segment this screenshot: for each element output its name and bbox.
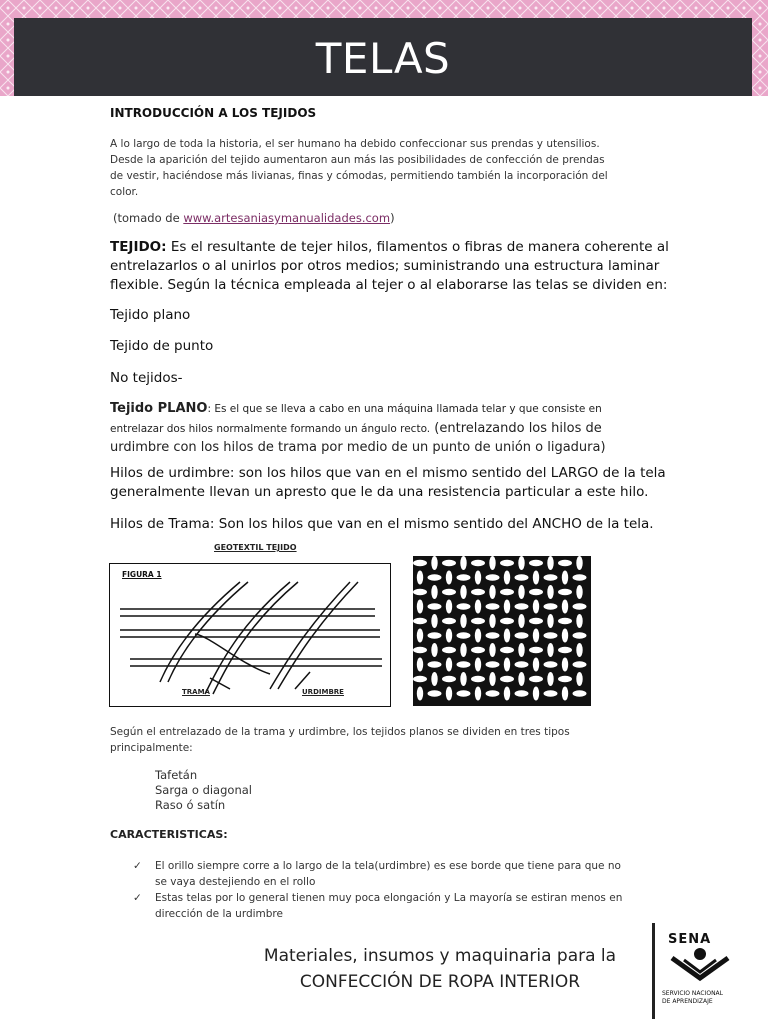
weave-thread: [413, 560, 427, 566]
weave-thread: [486, 632, 500, 638]
weave-thread: [562, 571, 568, 585]
weave-thread: [533, 571, 539, 585]
weave-thread: [518, 556, 524, 570]
weave-thread: [460, 585, 466, 599]
weave-thread: [446, 687, 452, 701]
weave-thread: [442, 647, 456, 653]
tejido-line: Es el resultante de tejer hilos, filamentos o fibras de manera coherente al: [166, 239, 669, 255]
weave-thread: [431, 585, 437, 599]
weave-thread: [529, 589, 543, 595]
caracteristicas-heading: CARACTERISTICAS:: [110, 828, 228, 841]
weave-thread: [500, 647, 514, 653]
weave-thread: [486, 661, 500, 667]
weave-thread: [489, 614, 495, 628]
weave-thread: [428, 690, 442, 696]
weave-thread: [460, 556, 466, 570]
type-item: Tejido plano: [110, 307, 191, 323]
weave-type-item: Tafetán: [155, 768, 198, 782]
intro-line: Desde la aparición del tejido aumentaron aun más las posibilidades de confección de prendas: [110, 154, 605, 166]
weave-thread: [544, 603, 558, 609]
division-paragraph: [110, 724, 670, 756]
weave-thread: [533, 658, 539, 672]
weave-thread: [547, 643, 553, 657]
weave-thread: [504, 600, 510, 614]
weave-thread: [413, 647, 427, 653]
type-item: Tejido de punto: [110, 338, 214, 354]
logo-subtitle-line: DE APRENDIZAJE: [662, 998, 713, 1005]
weave-thread: [431, 556, 437, 570]
weave-thread: [547, 585, 553, 599]
weave-thread: [576, 672, 582, 686]
source-suffix: ): [390, 211, 395, 225]
page-title: TELAS: [315, 34, 451, 83]
weave-thread: [442, 589, 456, 595]
division-line: principalmente:: [110, 742, 193, 754]
weave-thread: [504, 687, 510, 701]
item-line: Estas telas por lo general tienen muy poca elongación y La mayoría se estiran menos en: [155, 892, 623, 904]
weave-thread: [413, 589, 427, 595]
footer-subtitle: Materiales, insumos y maquinaria para la: [263, 946, 617, 966]
plano-line: : Es el que se lleva a cabo en una máquina llamada telar y que consiste en: [207, 403, 602, 415]
weave-thread: [413, 676, 427, 682]
weave-thread: [475, 687, 481, 701]
source-prefix: (tomado de: [113, 211, 184, 225]
urdimbre-line: generalmente llevan un apresto que le da una resistencia particular a este hilo.: [110, 484, 649, 500]
weave-thread: [460, 672, 466, 686]
weave-thread: [529, 647, 543, 653]
weave-thread: [431, 672, 437, 686]
weave-types-list: [155, 768, 252, 813]
urdimbre-line: Hilos de urdimbre: son los hilos que van en el mismo sentido del LARGO de la tela: [110, 465, 666, 481]
title-bar: [14, 18, 752, 96]
checkmark-icon: ✓: [133, 892, 142, 904]
weave-thread: [504, 658, 510, 672]
weave-thread: [515, 574, 529, 580]
trama-label: TRAMA: [182, 688, 210, 696]
weave-thread: [446, 600, 452, 614]
caracteristicas-list: [133, 858, 673, 922]
weave-thread: [573, 632, 587, 638]
weave-thread: [515, 603, 529, 609]
weave-thread: [442, 676, 456, 682]
weave-thread: [533, 687, 539, 701]
weave-thread: [533, 600, 539, 614]
weave-thread: [475, 629, 481, 643]
figure-caption: GEOTEXTIL TEJIDO: [214, 543, 297, 552]
intro-line: color.: [110, 186, 139, 198]
plano-line: urdimbre con los hilos de trama por medio de un punto de unión o ligadura): [110, 440, 606, 455]
weave-thread: [558, 589, 572, 595]
weave-thread: [576, 614, 582, 628]
urdimbre-definition: [110, 464, 670, 502]
weave-thread: [428, 574, 442, 580]
weave-type-item: Raso ó satín: [155, 798, 226, 812]
weave-thread: [576, 643, 582, 657]
weave-thread: [471, 589, 485, 595]
intro-line: A lo largo de toda la historia, el ser humano ha debido confeccionar sus prendas y utensilios.: [110, 138, 600, 150]
source-citation: [113, 210, 395, 226]
weave-thread: [573, 661, 587, 667]
weave-thread: [446, 629, 452, 643]
source-link[interactable]: www.artesaniasymanualidades.com: [183, 211, 391, 225]
weave-thread: [544, 632, 558, 638]
weave-thread: [518, 585, 524, 599]
weave-thread: [460, 614, 466, 628]
weave-thread: [417, 658, 423, 672]
weave-thread: [558, 647, 572, 653]
logo-subtitle-line: SERVICIO NACIONAL: [662, 990, 724, 997]
list-item: [133, 890, 673, 906]
weave-thread: [547, 614, 553, 628]
plain-weave-icon: [413, 556, 591, 706]
list-item: [133, 858, 673, 874]
weave-thread: [431, 643, 437, 657]
weave-thread: [428, 661, 442, 667]
item-line: dirección de la urdimbre: [155, 908, 283, 920]
weave-thread: [460, 643, 466, 657]
weave-thread: [486, 603, 500, 609]
weave-thread: [457, 603, 471, 609]
checkmark-icon: ✓: [133, 860, 142, 872]
weave-thread: [471, 560, 485, 566]
weave-thread: [576, 585, 582, 599]
weave-thread: [562, 600, 568, 614]
plano-term: Tejido PLANO: [110, 401, 208, 416]
weave-thread: [500, 589, 514, 595]
weave-thread: [547, 556, 553, 570]
weave-thread: [475, 571, 481, 585]
weave-thread: [544, 574, 558, 580]
weave-thread: [475, 600, 481, 614]
urdimbre-label: URDIMBRE: [302, 688, 344, 696]
weave-thread: [442, 560, 456, 566]
weave-thread: [489, 672, 495, 686]
tejido-definition: [110, 238, 670, 295]
weave-thread: [500, 676, 514, 682]
weave-thread: [486, 574, 500, 580]
weave-thread: [544, 690, 558, 696]
weave-thread: [573, 690, 587, 696]
weave-thread: [504, 629, 510, 643]
weave-thread: [576, 556, 582, 570]
weave-thread: [515, 632, 529, 638]
logo-text: SENA: [668, 932, 712, 947]
tejido-term: TEJIDO:: [110, 239, 167, 255]
plano-definition: [110, 400, 670, 457]
weave-thread: [558, 618, 572, 624]
weave-thread: [457, 574, 471, 580]
weave-thread: [428, 632, 442, 638]
weave-thread: [562, 658, 568, 672]
weave-thread: [489, 643, 495, 657]
weave-thread: [457, 632, 471, 638]
weave-thread: [500, 560, 514, 566]
item-line: El orillo siempre corre a lo largo de la tela(urdimbre) es ese borde que tiene para que no: [155, 860, 621, 872]
weave-thread: [471, 676, 485, 682]
intro-heading: INTRODUCCIÓN A LOS TEJIDOS: [110, 106, 317, 120]
weave-thread: [529, 618, 543, 624]
figure-label: FIGURA 1: [122, 570, 162, 579]
footer-divider: [652, 923, 655, 1019]
weave-thread: [558, 560, 572, 566]
weave-thread: [413, 618, 427, 624]
weave-thread: [558, 676, 572, 682]
plano-line: entrelazar dos hilos normalmente formando un ángulo recto.: [110, 423, 431, 435]
intro-paragraph: [110, 136, 670, 200]
weave-thread: [547, 672, 553, 686]
plano-line: (entrelazando los hilos de: [430, 421, 602, 436]
weave-thread: [573, 574, 587, 580]
footer-title: CONFECCIÓN DE ROPA INTERIOR: [299, 972, 581, 992]
weave-thread: [500, 618, 514, 624]
tejido-line: flexible. Según la técnica empleada al tejer o al elaborarse las telas se dividen en:: [110, 277, 668, 293]
weave-thread: [544, 661, 558, 667]
weave-thread: [518, 643, 524, 657]
weave-thread: [471, 647, 485, 653]
weave-type-item: Sarga o diagonal: [155, 783, 252, 797]
plain-weave-texture-figure: [413, 556, 591, 706]
weave-thread: [562, 629, 568, 643]
weave-thread: [518, 672, 524, 686]
weave-thread: [518, 614, 524, 628]
weave-thread: [489, 556, 495, 570]
weave-thread: [475, 658, 481, 672]
type-item: No tejidos-: [110, 370, 183, 386]
weave-thread: [417, 687, 423, 701]
weave-thread: [486, 690, 500, 696]
weave-thread: [431, 614, 437, 628]
weave-thread: [471, 618, 485, 624]
weave-thread: [489, 585, 495, 599]
weave-thread: [515, 690, 529, 696]
weave-thread: [529, 676, 543, 682]
weave-thread: [417, 629, 423, 643]
weave-diagram-icon: [110, 564, 390, 706]
intro-line: de vestir, haciéndose más livianas, finas y cómodas, permitiendo también la incorporación del: [110, 170, 608, 182]
item-line: se vaya destejiendo en el rollo: [155, 876, 316, 888]
weave-thread: [417, 571, 423, 585]
weave-thread: [504, 571, 510, 585]
sena-logo-icon: [670, 946, 730, 984]
weave-thread: [417, 600, 423, 614]
division-line: Según el entrelazado de la trama y urdimbre, los tejidos planos se dividen en tres tipos: [110, 726, 570, 738]
weave-thread: [428, 603, 442, 609]
weave-thread: [457, 661, 471, 667]
weave-thread: [562, 687, 568, 701]
weave-thread: [573, 603, 587, 609]
trama-definition: Hilos de Trama: Son los hilos que van en el mismo sentido del ANCHO de la tela.: [110, 516, 654, 532]
weave-thread: [515, 661, 529, 667]
weave-thread: [446, 571, 452, 585]
weave-thread: [442, 618, 456, 624]
weave-thread: [457, 690, 471, 696]
weave-thread: [529, 560, 543, 566]
weave-diagram-figure: [109, 563, 391, 707]
weave-thread: [533, 629, 539, 643]
tejido-line: entrelazarlos o al unirlos por otros medios; suministrando una estructura laminar: [110, 258, 660, 274]
sena-logo: [662, 924, 742, 1014]
weave-thread: [446, 658, 452, 672]
